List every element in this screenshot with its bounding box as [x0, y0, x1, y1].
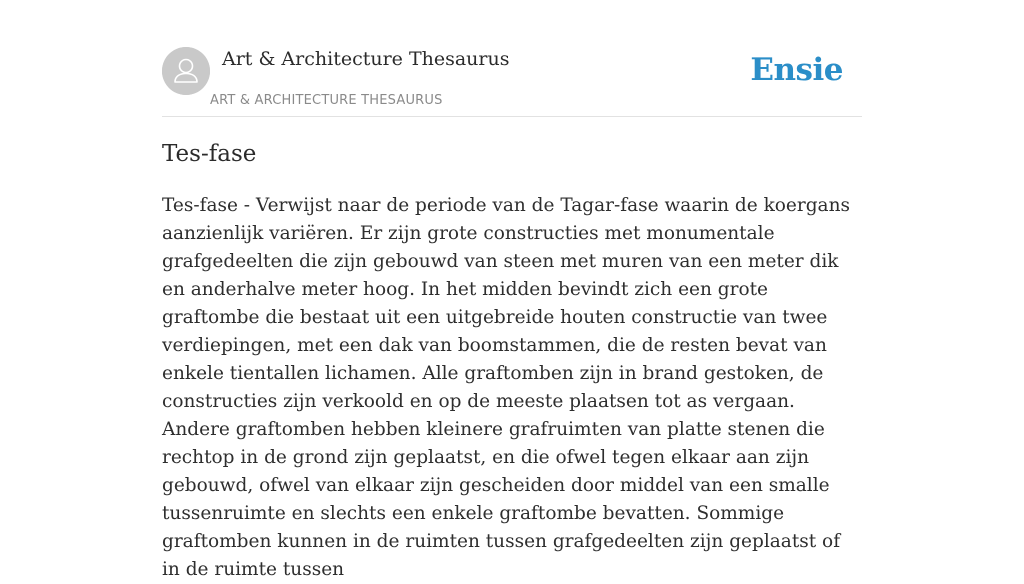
- author-subtitle: ART & ARCHITECTURE THESAURUS: [210, 93, 443, 108]
- ensie-logo[interactable]: Ensie: [750, 52, 843, 88]
- article-body: Tes-fase - Verwijst naar de periode van de Tagar-fase waarin de koergans aanzienlijk variëren. Er zijn grote constructies met monumentale grafgedeelten die zijn gebouwd van steen met muren van een meter dik en anderhalve meter hoog. In het midden bevindt zich een grote graftombe die bestaat uit een uitgebreide houten constructie van twee verdiepingen, met een dak van boomstammen, die de resten bevat van enkele tientallen lichamen. Alle graftomben zijn in brand gestoken, de constructies zijn verkoold en op de meeste plaatsen tot as vergaan. Andere graftomben hebben kleinere grafruimten van platte stenen die rechtop in de grond zijn geplaatst, en die ofwel tegen elkaar aan zijn gebouwd, ofwel van elkaar zijn gescheiden door middel van een smalle tussenruimte en slechts een enkele graftombe bevatten. Sommige graftomben kunnen in de ruimten tussen grafgedeelten zijn geplaatst of in de ruimte tussen: [162, 195, 850, 580]
- author-name-link[interactable]: Art & Architecture Thesaurus: [222, 48, 510, 70]
- author-header: [162, 47, 862, 117]
- user-avatar-icon[interactable]: [162, 47, 210, 95]
- article-title: Tes-fase: [162, 141, 257, 167]
